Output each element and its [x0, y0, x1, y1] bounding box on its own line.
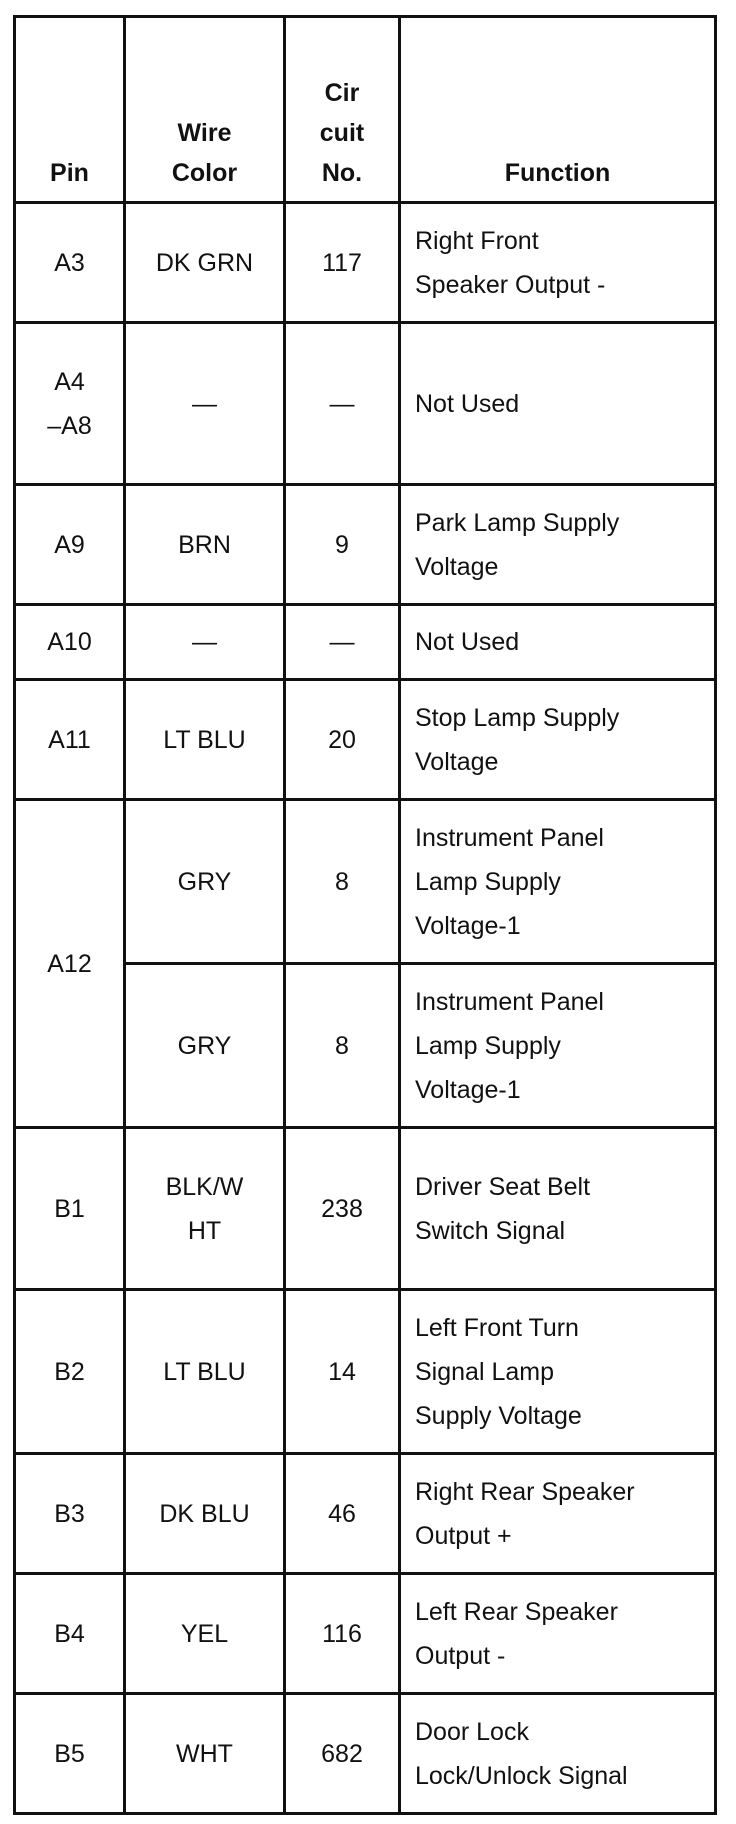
header-function: Function: [400, 17, 716, 203]
pin-cell: A10: [15, 605, 125, 680]
table-row: [15, 1454, 716, 1574]
pin-cell: B1: [15, 1128, 125, 1290]
header-wire-color: Wire Color: [125, 17, 285, 203]
function-cell: Door Lock Lock/Unlock Signal: [400, 1694, 716, 1814]
table-row: [15, 800, 716, 964]
function-cell: Stop Lamp Supply Voltage: [400, 680, 716, 800]
function-cell: Not Used: [400, 605, 716, 680]
header-circuit-no: Cir cuit No.: [285, 17, 400, 203]
wire-color-cell: WHT: [125, 1694, 285, 1814]
wire-color-cell: DK GRN: [125, 203, 285, 323]
pin-cell: A12: [15, 800, 125, 1128]
function-cell: Instrument Panel Lamp Supply Voltage-1: [400, 800, 716, 964]
table-row: [15, 203, 716, 323]
wire-color-cell: BRN: [125, 485, 285, 605]
wire-color-cell: YEL: [125, 1574, 285, 1694]
table-row: [15, 680, 716, 800]
circuit-no-cell: 14: [285, 1290, 400, 1454]
pin-cell: A11: [15, 680, 125, 800]
pin-cell: B2: [15, 1290, 125, 1454]
wire-color-cell: —: [125, 605, 285, 680]
pin-cell: A9: [15, 485, 125, 605]
table-row: [15, 1694, 716, 1814]
circuit-no-cell: 238: [285, 1128, 400, 1290]
circuit-no-cell: 117: [285, 203, 400, 323]
wire-color-cell: LT BLU: [125, 680, 285, 800]
circuit-no-cell: 9: [285, 485, 400, 605]
circuit-no-cell: —: [285, 323, 400, 485]
circuit-no-cell: 20: [285, 680, 400, 800]
table-row: [15, 323, 716, 485]
header-pin: Pin: [15, 17, 125, 203]
table-row: [15, 1290, 716, 1454]
pin-cell: A3: [15, 203, 125, 323]
wire-color-cell: BLK/W HT: [125, 1128, 285, 1290]
table-row: [15, 1574, 716, 1694]
circuit-no-cell: —: [285, 605, 400, 680]
function-cell: Right Rear Speaker Output +: [400, 1454, 716, 1574]
function-cell: Right Front Speaker Output -: [400, 203, 716, 323]
pin-table: [13, 15, 717, 1815]
pin-cell: B4: [15, 1574, 125, 1694]
wire-color-cell: GRY: [125, 964, 285, 1128]
table-row: [15, 1128, 716, 1290]
circuit-no-cell: 8: [285, 964, 400, 1128]
wire-color-cell: —: [125, 323, 285, 485]
circuit-no-cell: 8: [285, 800, 400, 964]
circuit-no-cell: 46: [285, 1454, 400, 1574]
circuit-no-cell: 682: [285, 1694, 400, 1814]
circuit-no-cell: 116: [285, 1574, 400, 1694]
wire-color-cell: DK BLU: [125, 1454, 285, 1574]
pin-cell: A4 –A8: [15, 323, 125, 485]
function-cell: Left Front Turn Signal Lamp Supply Voltage: [400, 1290, 716, 1454]
function-cell: Left Rear Speaker Output -: [400, 1574, 716, 1694]
table-row: [15, 605, 716, 680]
pin-cell: B3: [15, 1454, 125, 1574]
wire-color-cell: LT BLU: [125, 1290, 285, 1454]
wire-color-cell: GRY: [125, 800, 285, 964]
pin-cell: B5: [15, 1694, 125, 1814]
function-cell: Park Lamp Supply Voltage: [400, 485, 716, 605]
table-row: [15, 485, 716, 605]
function-cell: Not Used: [400, 323, 716, 485]
function-cell: Instrument Panel Lamp Supply Voltage-1: [400, 964, 716, 1128]
header-row: [15, 17, 716, 203]
function-cell: Driver Seat Belt Switch Signal: [400, 1128, 716, 1290]
